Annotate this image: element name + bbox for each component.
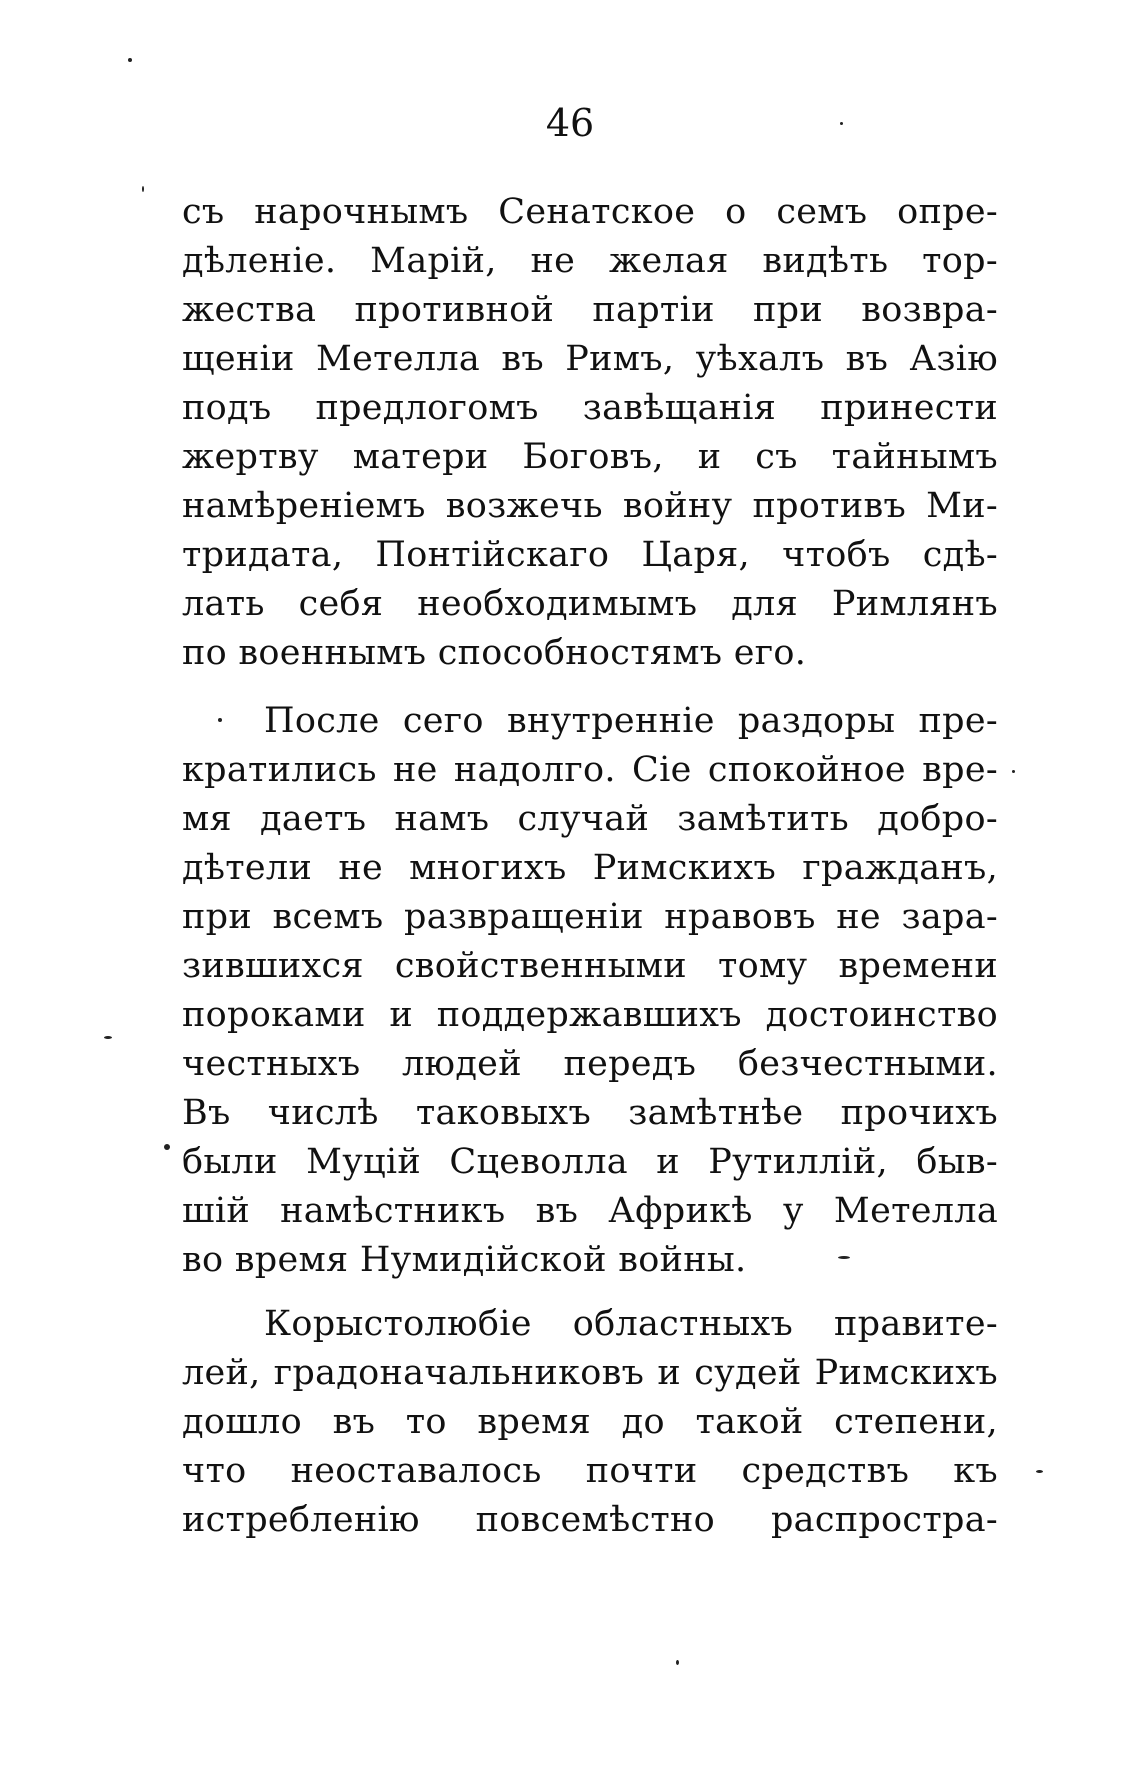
text-line: После сего внутренніе раздоры пре- [264, 701, 998, 741]
text-line: что неоставалось почти средствъ къ [182, 1451, 998, 1491]
scan-speck [218, 718, 222, 722]
text-line: пороками и поддержавшихъ достоинство [182, 995, 998, 1035]
text-line: дѣленіе. Марій, не желая видѣть тор- [182, 241, 998, 281]
text-line: тридата, Понтійскаго Царя, чтобъ сдѣ- [182, 535, 998, 575]
text-line: лать себя необходимымъ для Римлянъ [182, 584, 998, 624]
text-line: Корыстолюбіе областныхъ правите- [264, 1304, 998, 1344]
text-line: кратились не надолго. Сіе спокойное вре- [182, 750, 998, 790]
text-line: при всемъ развращеніи нравовъ не зара- [182, 897, 998, 937]
text-line: подъ предлогомъ завѣщанія принести [182, 388, 998, 428]
scan-speck [128, 58, 132, 62]
text-line: дошло въ то время до такой степени, [182, 1402, 998, 1442]
text-line: щеніи Метелла въ Римъ, уѣхалъ въ Азію [182, 339, 998, 379]
text-line: во время Нумидійской войны. [182, 1240, 747, 1280]
scan-speck [838, 1256, 850, 1259]
text-line: дѣтели не многихъ Римскихъ гражданъ, [182, 848, 998, 888]
text-line: мя даетъ намъ случай замѣтить добро- [182, 799, 998, 839]
paragraph-2 [182, 697, 998, 1285]
text-line: жества противной партіи при возвра- [182, 290, 998, 330]
scan-speck [142, 186, 144, 192]
text-line: были Муцій Сцеволла и Рутиллій, быв- [182, 1142, 998, 1182]
scan-speck [1012, 770, 1015, 773]
scan-speck [1036, 1470, 1043, 1473]
scan-speck [104, 1036, 112, 1039]
text-line: съ нарочнымъ Сенатское о семъ опре- [182, 192, 998, 232]
scan-speck [164, 1144, 170, 1150]
text-line: честныхъ людей передъ безчестными. [182, 1044, 998, 1084]
text-line: шій намѣстникъ въ Африкѣ у Метелла [182, 1191, 998, 1231]
paragraph-1 [182, 188, 998, 678]
text-line: по военнымъ способностямъ его. [182, 633, 807, 673]
text-line: жертву матери Боговъ, и съ тайнымъ [182, 437, 998, 477]
page-number: 46 [545, 101, 595, 145]
paragraph-3 [182, 1300, 998, 1545]
text-line: истребленію повсемѣстно распростра- [182, 1500, 998, 1540]
text-line: Въ числѣ таковыхъ замѣтнѣе прочихъ [182, 1093, 998, 1133]
text-line: намѣреніемъ возжечь войну противъ Ми- [182, 486, 998, 526]
text-line: лей, градоначальниковъ и судей Римскихъ [182, 1353, 998, 1393]
text-line: зившихся свойственными тому времени [182, 946, 998, 986]
scan-speck [840, 122, 843, 125]
scan-speck [676, 1660, 679, 1665]
